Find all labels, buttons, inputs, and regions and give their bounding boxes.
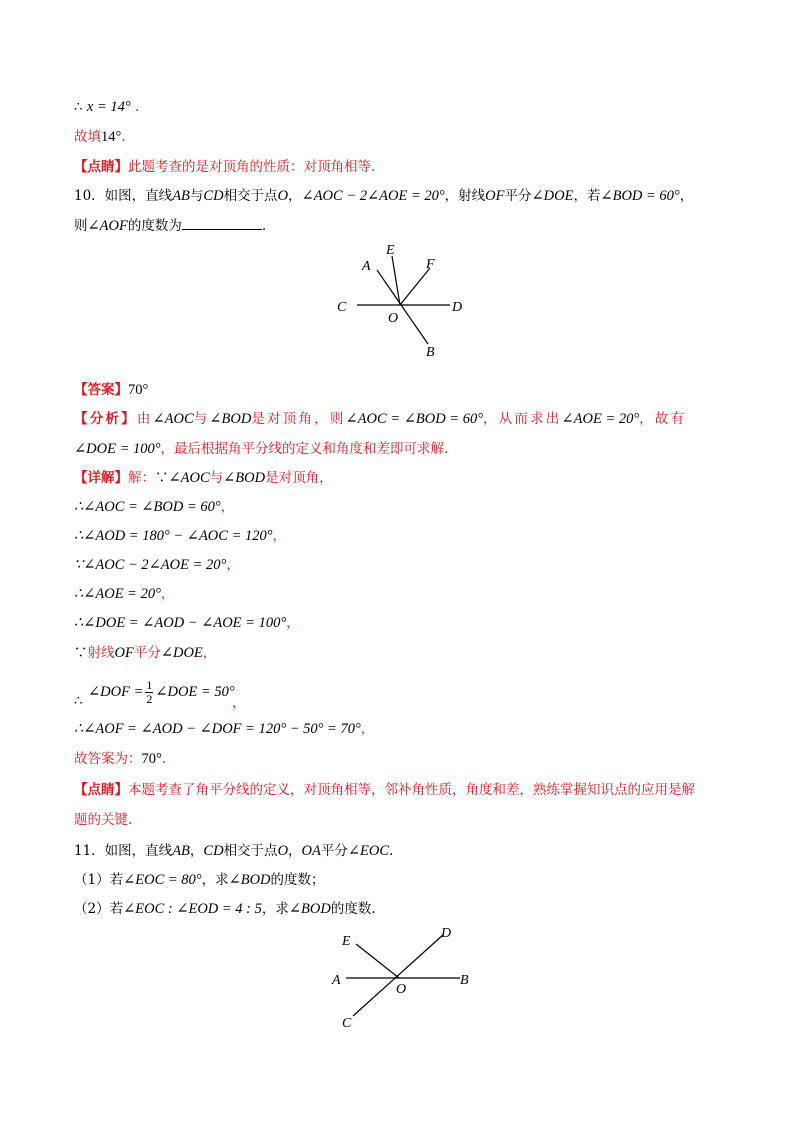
line-cd [353,934,444,1016]
q10-text: 10．如图，直线 [74,188,173,204]
because-symbol: ∵ [74,645,88,661]
detail-math: ∵∠AOC − 2∠AOE = 20° [74,557,227,573]
answer-blank[interactable] [182,217,262,230]
punctuation: . [134,99,140,115]
fraction-denominator: 2 [146,692,153,706]
diagram-q10 [320,238,490,363]
analysis-text: ，从而求出 [483,411,562,427]
punctuation: ， [220,499,235,515]
ray-of [400,268,430,305]
detail-math: ∴∠DOE = ∠AOD − ∠AOE = 100° [74,615,287,631]
tip-text: 本题考查了角平分线的定义，对顶角相等，邻补角性质，角度和差，熟练掌握知识点的应用是解 [128,782,695,798]
q11-text: 相交于点 [223,843,278,859]
tip-line-2 [74,811,132,829]
detail-step-9 [74,750,166,768]
detail-math: ∴∠AOC = ∠BOD = 60° [74,499,221,515]
q11-ab: AB [172,843,190,859]
tip-text: 此题考查的是对顶角的性质：对顶角相等. [128,159,376,175]
ray-oe [356,944,399,978]
question-11-part-2 [74,900,376,918]
answer-bracket: 【答案】 [74,382,128,398]
fraction-numerator: 1 [146,678,153,692]
q11-text: ， [189,843,204,859]
punctuation: ， [226,557,240,573]
analysis-line-2 [74,440,448,458]
question-11-part-1 [74,871,325,889]
analysis-line-1 [74,410,686,428]
detail-math: ∴∠AOD = 180° − ∠AOC = 120° [74,528,273,544]
math-expression: x = 14° [86,99,131,115]
answer-line [74,381,148,399]
q11-text: 平分 [320,843,348,859]
question-10-line-2 [74,217,266,235]
analysis-math: ∠AOC [152,411,194,427]
label-d: D [452,300,463,315]
punctuation: ， [202,645,217,661]
q10-text: ，若 [573,188,601,204]
analysis-text: 与 [193,411,210,427]
question-11-line-1 [74,842,393,860]
q11-math: ∠EOC : ∠EOD = 4 : 5 [123,901,262,917]
q10-o: O [277,188,289,204]
detail-text: 与 [209,470,224,486]
q10-aof: ∠AOF [87,218,128,234]
q11-math: ∠BOD [288,901,331,917]
detail-math: ∴∠AOF = ∠AOD − ∠DOF = 120° − 50° = 70° [74,721,361,737]
fill-value: 14° [101,129,122,145]
punctuation: ， [232,695,246,711]
detail-bracket: 【详解】 [74,470,128,486]
q11-math: ∠EOC = 80° [123,872,202,888]
punctuation: ， [360,721,375,737]
q10-text: . [261,218,267,234]
tip-line-prev [74,158,375,176]
label-c: C [342,1016,352,1031]
analysis-text: ，故有 [639,411,687,427]
q10-of: OF [485,188,505,204]
analysis-text: 是对顶角，则 [251,411,346,427]
q11-text: （2）若 [74,901,124,917]
analysis-math: ∠AOE = 20° [561,411,640,427]
detail-math: ∠AOC [168,470,210,486]
label-a: A [332,973,341,988]
label-o: O [396,982,407,997]
because-symbol: ∵ [155,470,169,486]
analysis-bracket: 【分析】 [74,411,137,427]
punctuation: ， [286,615,300,631]
q10-text: ， [679,188,694,204]
label-d: D [441,926,452,941]
detail-step-1 [74,498,234,516]
detail-step-5 [74,614,300,632]
detail-math: OF [114,645,134,661]
detail-math: ∠DOE [160,645,203,661]
punctuation: . [121,129,126,145]
q11-o: O [277,843,289,859]
detail-step-8 [74,720,374,738]
analysis-text: 由 [136,411,153,427]
fraction-expression [88,679,235,706]
label-b: B [460,973,469,988]
detail-text: 是对顶角， [265,470,333,486]
detail-text: 平分 [133,645,161,661]
tip-bracket: 【点睛】 [74,159,128,175]
solution-line-x [74,98,139,116]
detail-step-4 [74,585,174,603]
answer-value: 70° [128,382,149,398]
detail-value: 70° [141,751,162,767]
q10-eq1: ∠AOC − 2∠AOE = 20° [301,188,445,204]
q11-text: ，求 [201,872,229,888]
analysis-math: ∠BOD [209,411,252,427]
detail-text: 射线 [87,645,115,661]
q10-text: 平分 [504,188,532,204]
detail-math: ∴∠AOE = 20° [74,586,161,602]
q10-text: 的度数为 [127,218,182,234]
label-o: O [388,311,399,326]
q10-doe: ∠DOE [531,188,574,204]
detail-line-intro [74,469,333,487]
therefore-symbol: ∴ [74,693,83,709]
detail-text: 解： [128,470,155,486]
diagram-q11 [320,920,490,1035]
analysis-math: ∠DOE = 100° [74,441,161,457]
detail-step-3 [74,556,240,574]
therefore-symbol: ∴ [74,99,83,115]
q10-text: 则 [74,218,88,234]
detail-text: 故答案为： [74,751,142,767]
q10-eq2: ∠BOD = 60° [600,188,680,204]
fill-answer-line [74,128,126,146]
q10-text: 相交于点 [223,188,278,204]
punctuation: . [161,751,167,767]
detail-step-2 [74,527,286,545]
analysis-math: ∠AOC = ∠BOD = 60° [345,411,483,427]
q11-oa: OA [301,843,321,859]
q11-text: 的度数； [270,872,325,888]
q11-text: 11．如图，直线 [74,843,173,859]
punctuation: ， [160,586,175,602]
fraction-one-half [145,679,153,706]
punctuation: ， [272,528,287,544]
line-ab [377,270,428,344]
q11-math: ∠BOD [228,872,271,888]
label-b: B [426,345,435,360]
detail-math: ∠BOD [223,470,266,486]
q11-text: ， [288,843,302,859]
question-10-line-1 [74,187,693,205]
analysis-text: ，最后根据角平分线的定义和角度和差即可求解. [160,441,449,457]
fill-label: 故填 [74,129,101,145]
tip-text: 题的关键. [74,812,133,828]
q11-cd: CD [203,843,224,859]
label-e: E [386,243,395,258]
label-a: A [362,259,371,274]
q11-text: . [389,843,394,859]
q10-text: ， [288,188,302,204]
detail-step-6 [74,644,216,662]
q10-text: ，射线 [444,188,486,204]
tip-bracket: 【点睛】 [74,782,128,798]
label-f: F [426,257,435,272]
q11-text: （1）若 [74,872,124,888]
detail-math: ∠DOE = 50° [155,684,235,700]
q11-text: ，求 [261,901,289,917]
detail-math: ∠DOF = [88,684,144,700]
tip-line-1 [74,781,695,799]
label-e: E [342,934,351,949]
q10-ab: AB [172,188,190,204]
q10-text: 与 [189,188,204,204]
q11-text: 的度数. [330,901,376,917]
q11-eoc: ∠EOC [347,843,390,859]
label-c: C [337,300,347,315]
q10-cd: CD [203,188,224,204]
